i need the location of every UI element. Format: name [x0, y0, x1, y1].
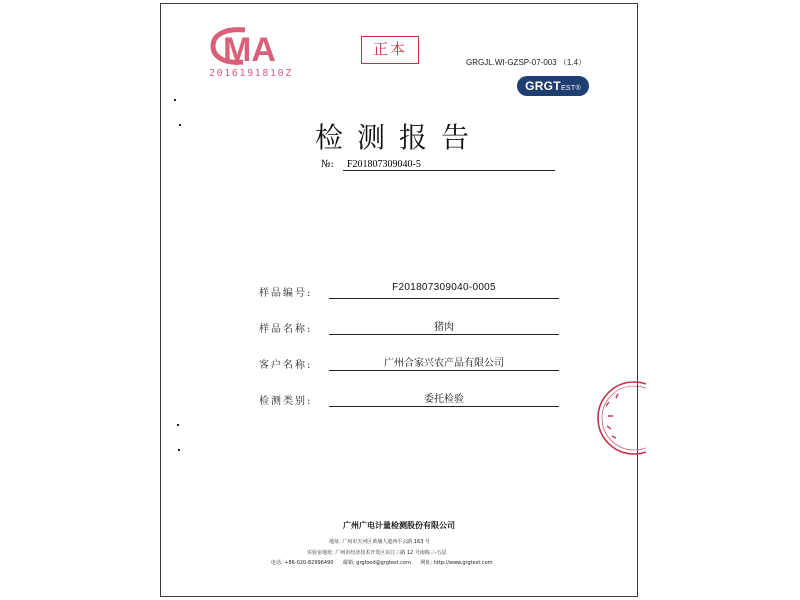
- field-sample-name: [259, 318, 561, 336]
- report-number: [321, 159, 561, 173]
- field-label: 客户名称:: [259, 360, 313, 371]
- cma-logo-text: MA: [223, 31, 276, 68]
- original-copy-stamp: 正本: [361, 36, 419, 64]
- footer-address-value: 广州市天河区黄埔大道西平云路 163 号: [342, 539, 431, 545]
- cma-certificate-number: 2016191810Z: [209, 68, 293, 79]
- field-value: F201807309040-0005: [329, 282, 559, 299]
- footer-company-name: 广州广电计量检测股份有限公司: [343, 521, 455, 530]
- scan-speck: [177, 424, 179, 426]
- footer-address: [329, 538, 430, 545]
- scan-speck: [178, 449, 180, 451]
- field-label: 检测类别:: [259, 396, 313, 407]
- footer-lab-address-value: 广州市经济技术开发区东江三路 12 号南栋三-五层: [335, 550, 447, 556]
- company-logo-main: GRGT: [525, 79, 561, 93]
- footer-lab-address: [307, 549, 447, 556]
- footer-email: grgfood@grgtest.com: [356, 560, 411, 566]
- form-code: GRGJL.WI-GZSP-07-003 （1.4）: [466, 58, 587, 67]
- company-seal-partial: [586, 376, 646, 460]
- footer: [161, 520, 637, 566]
- field-test-category: [259, 390, 561, 408]
- footer-phone: +86-020-82996490: [284, 560, 334, 566]
- field-value: 委托检验: [329, 390, 559, 407]
- footer-lab-address-label: 实验室地址:: [307, 550, 334, 556]
- field-label: 样品名称:: [259, 324, 313, 335]
- page-title: 检测报告: [314, 121, 483, 154]
- report-cover-page: [160, 3, 638, 597]
- footer-address-label: 地址:: [329, 539, 341, 545]
- footer-website-label: 网址:: [420, 560, 433, 566]
- cma-logo: [209, 24, 309, 68]
- scan-speck: [179, 124, 181, 126]
- company-logo: [517, 76, 589, 96]
- field-label: 样品编号:: [259, 288, 313, 299]
- report-number-prefix: №:: [321, 159, 334, 170]
- field-client-name: [259, 354, 561, 372]
- field-sample-number: [259, 282, 561, 300]
- footer-phone-label: 电话:: [271, 560, 283, 566]
- footer-website: http://www.grgtest.com: [433, 560, 493, 566]
- field-value: 猪肉: [329, 318, 559, 335]
- footer-contacts: [271, 559, 493, 566]
- company-logo-mark: ®: [575, 85, 581, 92]
- field-value: 广州合家兴农产品有限公司: [329, 354, 559, 371]
- scan-speck: [174, 99, 176, 101]
- company-logo-small: EST: [560, 85, 576, 92]
- footer-email-label: 邮箱:: [342, 560, 355, 566]
- report-number-value: F201807309040-5: [343, 159, 555, 171]
